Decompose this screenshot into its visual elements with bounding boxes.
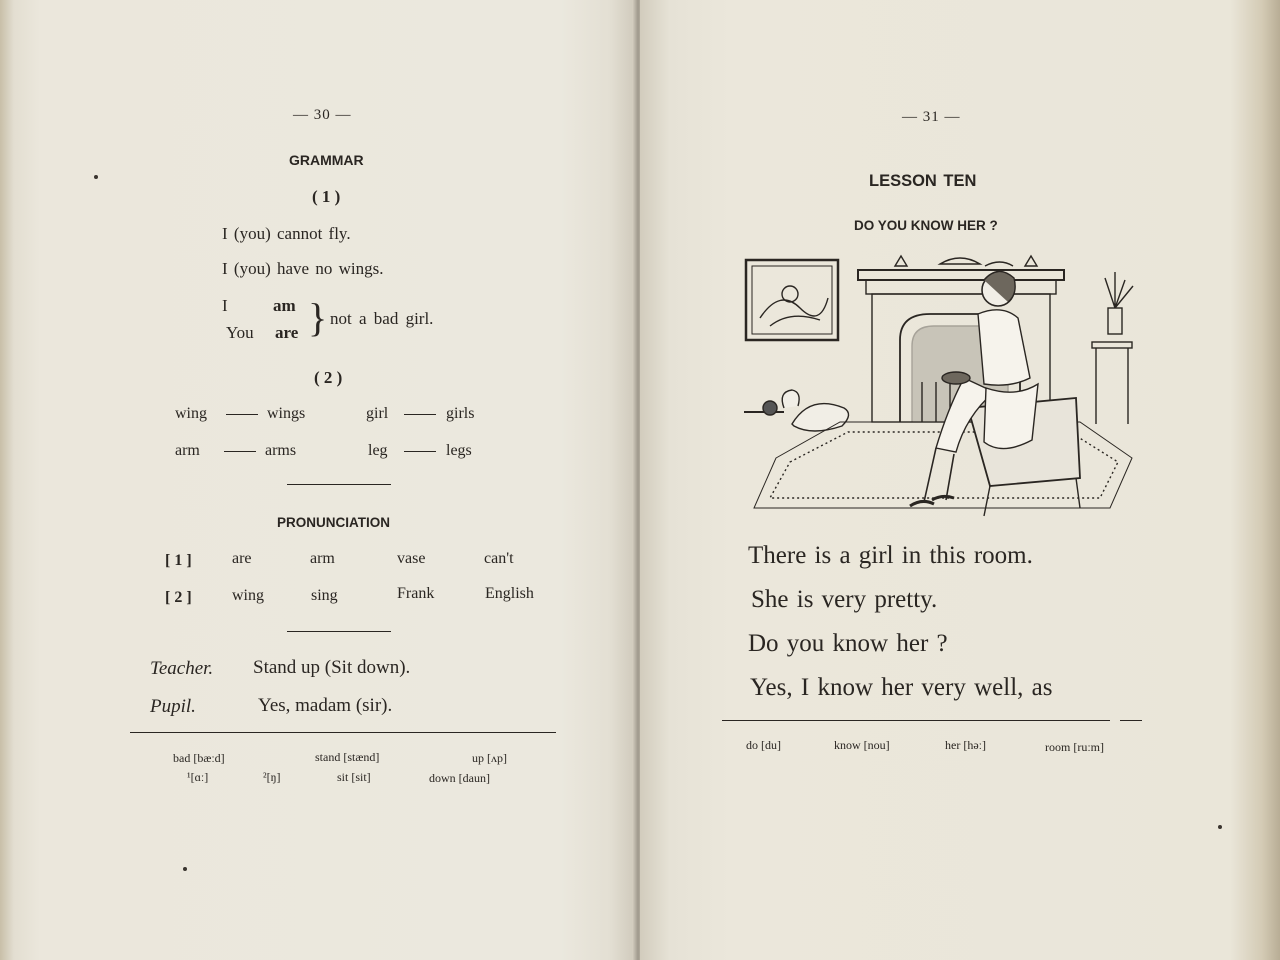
dialogue-line: Yes, madam (sir). (258, 695, 393, 716)
pair-a: wing (175, 405, 207, 422)
footnote: her [həː] (945, 738, 986, 752)
lesson-subtitle: DO YOU KNOW HER ? (854, 218, 998, 233)
page-number: — 30 — (293, 107, 352, 123)
dash-line (224, 451, 256, 452)
footnote-rule (130, 732, 556, 733)
footnote-rule (722, 720, 1110, 721)
word-i: I (222, 296, 228, 315)
pair-a: arm (175, 442, 200, 459)
dialogue-line: Stand up (Sit down). (253, 657, 411, 678)
grammar-heading: GRAMMAR (289, 152, 364, 168)
footnote: sit [sit] (337, 770, 371, 784)
paper-speck (183, 867, 187, 871)
reading-line: There is a girl in this room. (748, 542, 1033, 569)
compound-rest: not a bad girl. (330, 309, 434, 328)
pron-word: can't (484, 550, 514, 567)
reading-line: She is very pretty. (751, 586, 938, 613)
footnote-rule-end (1120, 720, 1142, 721)
footnote: stand [stænd] (315, 750, 380, 764)
divider (287, 631, 391, 632)
pron-word: are (232, 550, 252, 567)
pron-row-label: [ 2 ] (165, 589, 192, 606)
brace-icon: } (308, 295, 328, 340)
word-are: are (275, 323, 299, 342)
dash-line (404, 414, 436, 415)
reading-line: Yes, I know her very well, as (750, 674, 1053, 701)
dash-line (226, 414, 258, 415)
grammar-line-1: I (you) cannot fly. (222, 224, 351, 243)
paper-speck (94, 175, 98, 179)
pron-word: English (485, 585, 534, 602)
pair-b: arms (265, 442, 297, 459)
pair-b: legs (446, 442, 472, 459)
footnote: ¹[ɑː] (187, 770, 209, 784)
section-1-label: ( 1 ) (312, 187, 341, 206)
potted-plant-icon (1092, 272, 1133, 424)
page-number: — 31 — (902, 109, 961, 125)
pron-row-label: [ 1 ] (165, 552, 192, 569)
mantel-ornaments-icon (895, 256, 1037, 266)
footnote: do [du] (746, 738, 781, 752)
word-am: am (273, 296, 296, 315)
cat-icon (744, 390, 849, 431)
footnote: room [ruːm] (1045, 740, 1104, 754)
pron-word: vase (397, 550, 426, 567)
right-page (640, 0, 1280, 960)
paper-speck (1218, 825, 1222, 829)
footnote: down [daun] (429, 771, 490, 785)
pron-word: wing (232, 587, 264, 604)
footnote: know [nou] (834, 738, 890, 752)
picture-frame-icon (746, 260, 838, 340)
pronunciation-heading: PRONUNCIATION (277, 515, 390, 530)
illustration-girl-by-fireplace (740, 248, 1140, 520)
word-you: You (226, 323, 254, 342)
pair-b: girls (446, 405, 475, 422)
pron-word: arm (310, 550, 335, 567)
dash-line (404, 451, 436, 452)
speaker-pupil: Pupil. (150, 696, 196, 717)
pair-a: girl (366, 405, 389, 422)
grammar-line-2: I (you) have no wings. (222, 259, 384, 278)
speaker-teacher: Teacher. (150, 658, 214, 679)
footnote: ²[ŋ] (263, 770, 281, 784)
left-page (0, 0, 636, 960)
section-2-label: ( 2 ) (314, 368, 343, 387)
footnote: up [ʌp] (472, 751, 507, 765)
divider (287, 484, 391, 485)
reading-line: Do you know her ? (748, 630, 948, 657)
pair-b: wings (267, 405, 306, 422)
pron-word: sing (311, 587, 338, 604)
pair-a: leg (368, 442, 388, 459)
footnote: bad [bæːd] (173, 751, 225, 765)
pron-word: Frank (397, 585, 435, 602)
lesson-title: LESSON TEN (869, 172, 977, 190)
